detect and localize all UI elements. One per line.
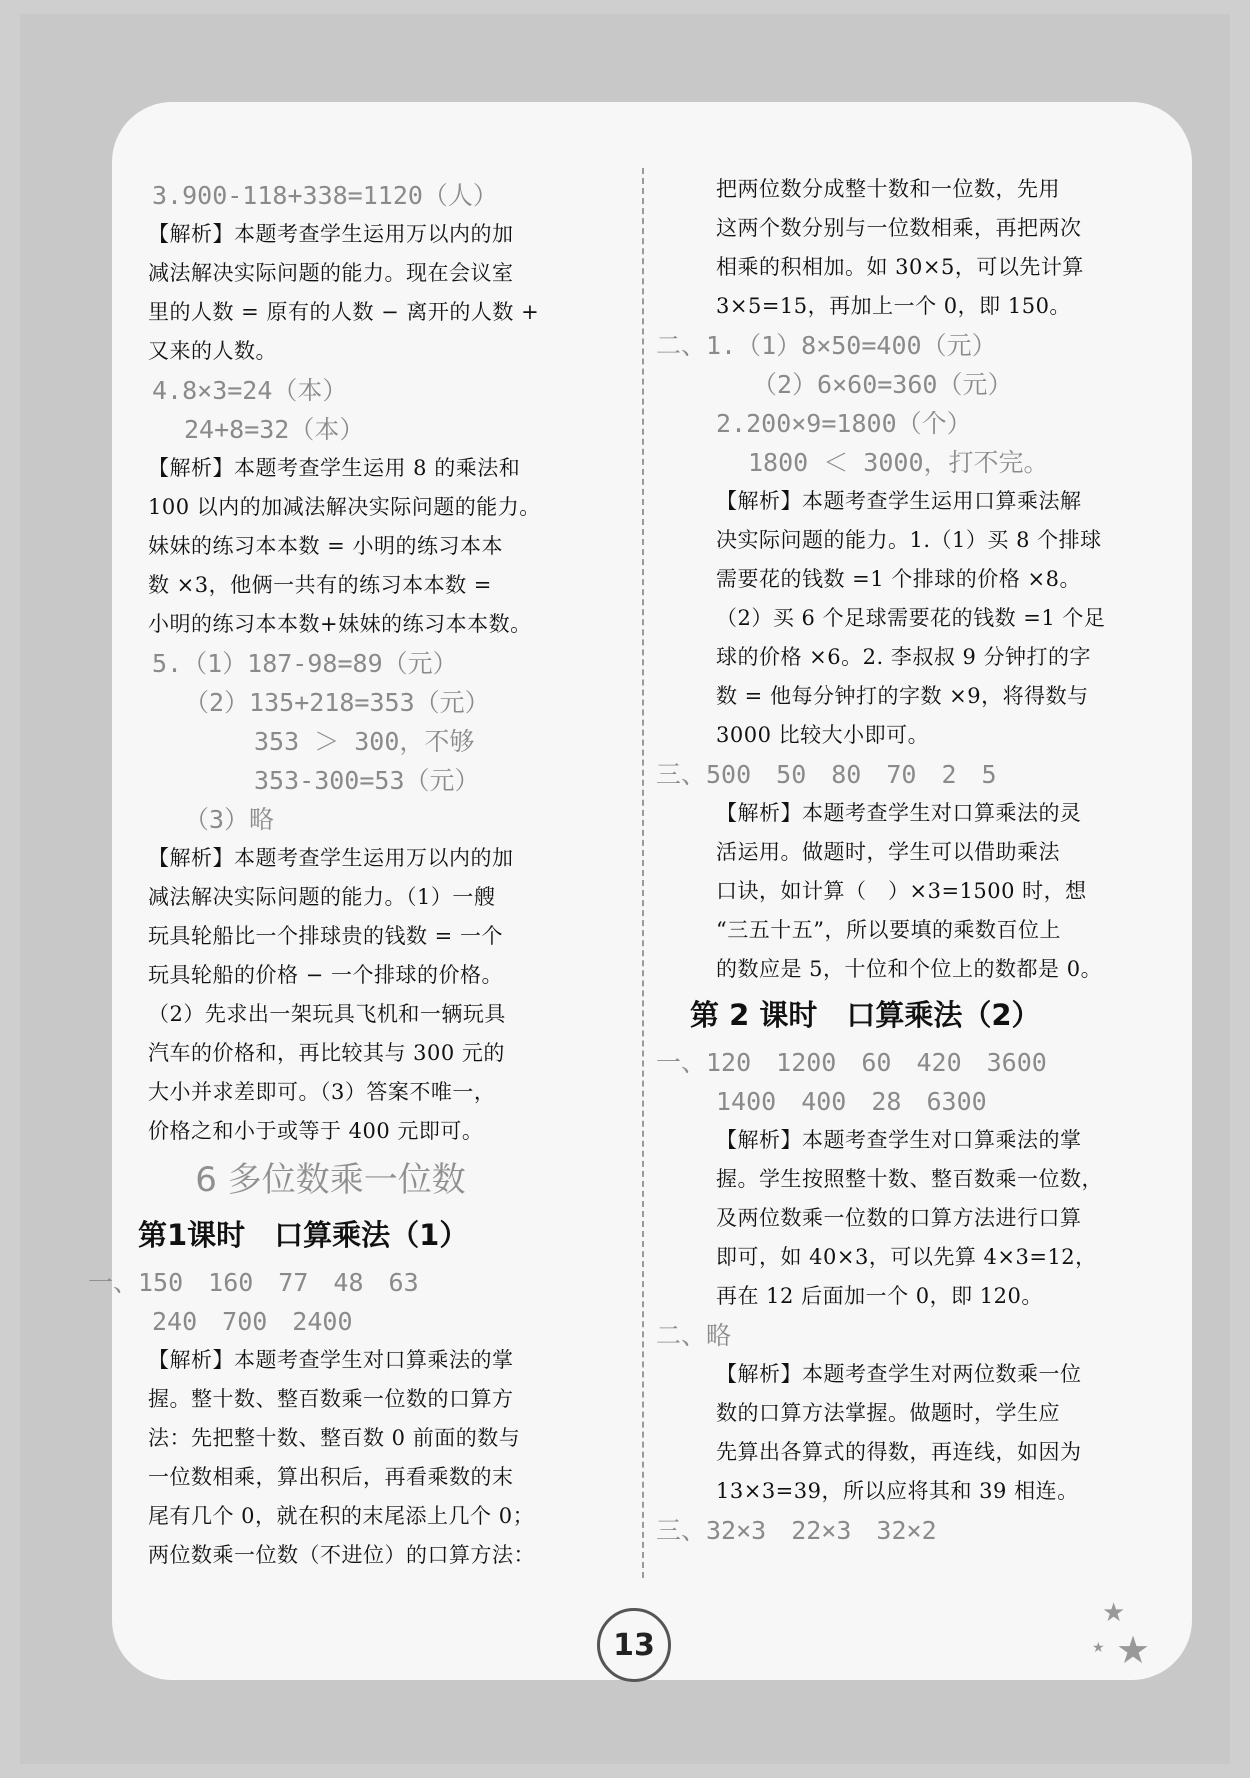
explanation-line: 【解析】本题考查学生运用万以内的加 (148, 222, 514, 246)
explanation-line: 球的价格 ×6。2. 李叔叔 9 分钟打的字 (716, 645, 1092, 669)
explanation-line: 口诀，如计算（ ）×3=1500 时，想 (716, 879, 1087, 903)
explanation-line: 【解析】本题考查学生对两位数乘一位 (716, 1362, 1082, 1386)
explanation-line: 【解析】本题考查学生对口算乘法的掌 (716, 1128, 1082, 1152)
explanation-line: 大小并求差即可。（3）答案不唯一， (148, 1080, 496, 1104)
answer-line: 4.8×3=24（本） (152, 376, 348, 405)
explanation-line: 先算出各算式的得数，再连线，如因为 (716, 1440, 1082, 1464)
star-icon: ★ (1116, 1628, 1151, 1672)
answer-line: 二、略 (656, 1321, 732, 1350)
explanation-line: 这两个数分别与一位数相乘，再把两次 (716, 216, 1082, 240)
explanation-line: 及两位数乘一位数的口算方法进行口算 (716, 1206, 1082, 1230)
answer-line: 1800 ＜ 3000，打不完。 (748, 448, 1049, 477)
explanation-line: 又来的人数。 (148, 339, 277, 363)
answer-line: 2.200×9=1800（个） (716, 409, 972, 438)
explanation-line: 100 以内的加减法解决实际问题的能力。 (148, 495, 541, 519)
explanation-line: 【解析】本题考查学生运用口算乘法解 (716, 489, 1082, 513)
answer-line: 353-300=53（元） (254, 766, 480, 795)
explanation-line: 数 ×3，他俩一共有的练习本本数 = (148, 573, 492, 597)
explanation-line: 数 = 他每分钟打的字数 ×9，将得数与 (716, 684, 1089, 708)
explanation-line: 【解析】本题考查学生运用万以内的加 (148, 846, 514, 870)
answer-line: 353 ＞ 300，不够 (254, 727, 475, 756)
page-number-badge (597, 1608, 671, 1682)
explanation-line: 数的口算方法掌握。做题时，学生应 (716, 1401, 1060, 1425)
answer-line: 三、32×3 22×3 32×2 (656, 1516, 937, 1545)
explanation-line: 3000 比较大小即可。 (716, 723, 930, 747)
star-icon: ★ (1092, 1640, 1105, 1656)
star-icon: ★ (1102, 1598, 1126, 1628)
explanation-line: 尾有几个 0，就在积的末尾添上几个 0； (148, 1504, 535, 1528)
explanation-line: 即可，如 40×3，可以先算 4×3=12， (716, 1245, 1097, 1269)
right-column (656, 170, 1136, 1550)
explanation-line: 妹妹的练习本本数 = 小明的练习本本 (148, 534, 503, 558)
explanation-line: 减法解决实际问题的能力。（1）一艘 (148, 885, 496, 909)
explanation-line: 13×3=39，所以应将其和 39 相连。 (716, 1479, 1079, 1503)
answer-line: （2）135+218=353（元） (184, 688, 490, 717)
explanation-line: 两位数乘一位数（不进位）的口算方法： (148, 1543, 535, 1567)
answer-line: 三、500 50 80 70 2 5 (656, 760, 997, 789)
explanation-line: 汽车的价格和，再比较其与 300 元的 (148, 1041, 505, 1065)
answer-line: 240 700 2400 (152, 1307, 353, 1336)
explanation-line: 握。学生按照整十数、整百数乘一位数， (716, 1167, 1103, 1191)
explanation-line: 3×5=15，再加上一个 0，即 150。 (716, 294, 1071, 318)
explanation-line: 握。整十数、整百数乘一位数的口算方 (148, 1387, 514, 1411)
explanation-line: 把两位数分成整十数和一位数，先用 (716, 177, 1060, 201)
explanation-line: （2）先求出一架玩具飞机和一辆玩具 (148, 1002, 506, 1026)
answer-line: 一、120 1200 60 420 3600 (656, 1048, 1047, 1077)
lesson-title: 第 2 课时 口算乘法（2） (690, 998, 1041, 1032)
answer-line: 3.900-118+338=1120（人） (152, 181, 498, 210)
explanation-line: 一位数相乘，算出积后，再看乘数的末 (148, 1465, 514, 1489)
explanation-line: 玩具轮船比一个排球贵的钱数 = 一个 (148, 924, 503, 948)
answer-line: 一、150 160 77 48 63 (88, 1268, 419, 1297)
answer-line: 1400 400 28 6300 (716, 1087, 987, 1116)
explanation-line: 里的人数 = 原有的人数 − 离开的人数 + (148, 300, 540, 324)
explanation-line: 玩具轮船的价格 − 一个排球的价格。 (148, 963, 503, 987)
column-divider (642, 168, 644, 1578)
answer-line: 二、1.（1）8×50=400（元） (656, 331, 997, 360)
explanation-line: 再在 12 后面加一个 0，即 120。 (716, 1284, 1043, 1308)
explanation-line: 小明的练习本本数+妹妹的练习本本数。 (148, 612, 532, 636)
explanation-line: 价格之和小于或等于 400 元即可。 (148, 1119, 484, 1143)
explanation-line: 相乘的积相加。如 30×5，可以先计算 (716, 255, 1084, 279)
explanation-line: 需要花的钱数 =1 个排球的价格 ×8。 (716, 567, 1081, 591)
explanation-line: 法：先把整十数、整百数 0 前面的数与 (148, 1426, 521, 1450)
page-number: 13 (613, 1627, 655, 1663)
unit-title: 6 多位数乘一位数 (195, 1160, 466, 1200)
left-column (88, 176, 573, 1575)
explanation-line: 的数应是 5，十位和个位上的数都是 0。 (716, 957, 1103, 981)
answer-line: 24+8=32（本） (184, 415, 365, 444)
answer-line: （3）略 (184, 805, 275, 834)
explanation-line: “三五十五”，所以要填的乘数百位上 (716, 918, 1061, 942)
explanation-line: （2）买 6 个足球需要花的钱数 =1 个足 (716, 606, 1106, 630)
explanation-line: 减法解决实际问题的能力。现在会议室 (148, 261, 514, 285)
explanation-line: 【解析】本题考查学生运用 8 的乘法和 (148, 456, 521, 480)
answer-line: 5.（1）187-98=89（元） (152, 649, 458, 678)
lesson-title: 第1课时 口算乘法（1） (138, 1218, 469, 1252)
explanation-line: 活运用。做题时，学生可以借助乘法 (716, 840, 1060, 864)
explanation-line: 【解析】本题考查学生对口算乘法的灵 (716, 801, 1082, 825)
answer-line: （2）6×60=360（元） (752, 370, 1013, 399)
explanation-line: 【解析】本题考查学生对口算乘法的掌 (148, 1348, 514, 1372)
explanation-line: 决实际问题的能力。1.（1）买 8 个排球 (716, 528, 1102, 552)
